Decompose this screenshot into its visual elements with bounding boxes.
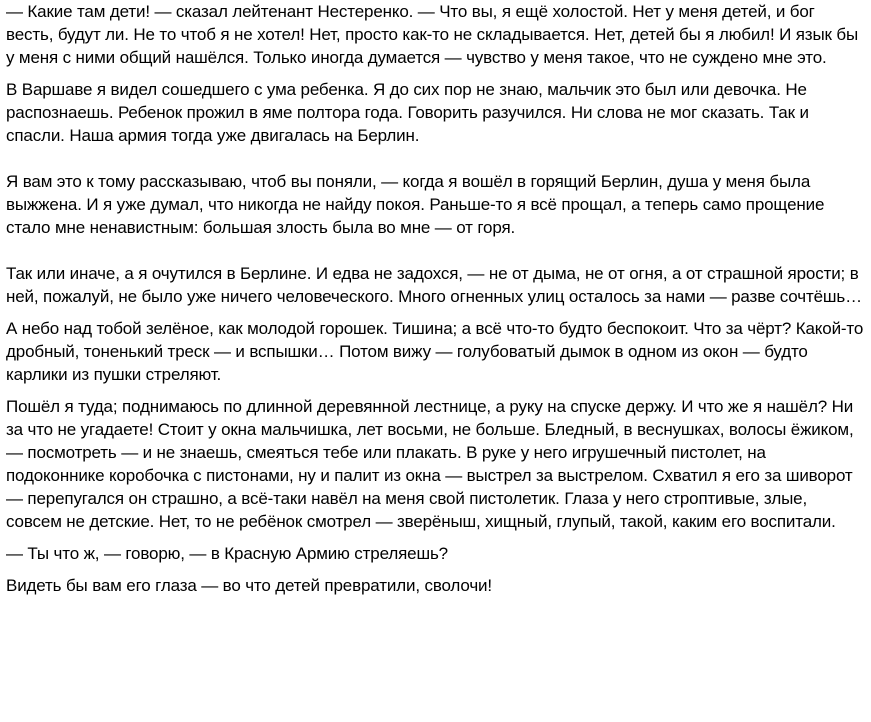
paragraph-2: В Варшаве я видел сошедшего с ума ребенка. Я до сих пор не знаю, мальчик это был или девочка. Не распознаешь. Ребенок прожил в яме полтора года. Говорить разучился. Ни слова не мог сказать. Так и спасли. Наша армия тогда уже двигалась на Берлин. bbox=[6, 80, 809, 145]
document-body bbox=[6, 0, 864, 597]
paragraph-8: Видеть бы вам его глаза — во что детей превратили, сволочи! bbox=[6, 576, 492, 595]
paragraph-6: Пошёл я туда; поднимаюсь по длинной деревянной лестнице, а руку на спуске держу. И что же я нашёл? Ни за что не угадаете! Стоит у окна мальчишка, лет восьми, не больше. Бледный, в веснушках, волосы ёжиком, — посмотреть — и не знаешь, смеяться тебе или плакать. В руке у него игрушечный пистолет, на подоконнике коробочка с пистонами, ну и палит из окна — выстрел за выстрелом. Схватил я его за шиворот — перепугался он страшно, а всё-таки навёл на меня свой пистолетик. Глаза у него строптивые, злые, совсем не детские. Нет, то не ребёнок смотрел — зверёныш, хищный, глупый, такой, каким его воспитали. bbox=[6, 397, 854, 531]
paragraph-5: А небо над тобой зелёное, как молодой горошек. Тишина; а всё что-то будто беспокоит. Что за чёрт? Какой-то дробный, тоненький треск — и вспышки… Потом вижу — голубоватый дымок в одном из окон — будто карлики из пушки стреляют. bbox=[6, 319, 864, 384]
paragraph-3: Я вам это к тому рассказываю, чтоб вы поняли, — когда я вошёл в горящий Берлин, душа у меня была выжжена. И я уже думал, что никогда не найду покоя. Раньше-то я всё прощал, а теперь само прощение стало мне ненавистным: большая злость была во мне — от горя. bbox=[6, 172, 825, 237]
paragraph-1: — Какие там дети! — сказал лейтенант Нестеренко. — Что вы, я ещё холостой. Нет у меня детей, и бог весть, будут ли. Не то чтоб я не хотел! Нет, просто как-то не складывается. Нет, детей бы я любил! И язык бы у меня с ними общий нашёлся. Только иногда думается — чувство у меня такое, что не суждено мне это. bbox=[6, 2, 859, 67]
paragraph-4: Так или иначе, а я очутился в Берлине. И едва не задохся, — не от дыма, не от огня, а от страшной ярости; в ней, пожалуй, не было уже ничего человеческого. Много огненных улиц осталось за нами — разве сочтёшь… bbox=[6, 264, 862, 306]
paragraph-7: — Ты что ж, — говорю, — в Красную Армию стреляешь? bbox=[6, 544, 448, 563]
